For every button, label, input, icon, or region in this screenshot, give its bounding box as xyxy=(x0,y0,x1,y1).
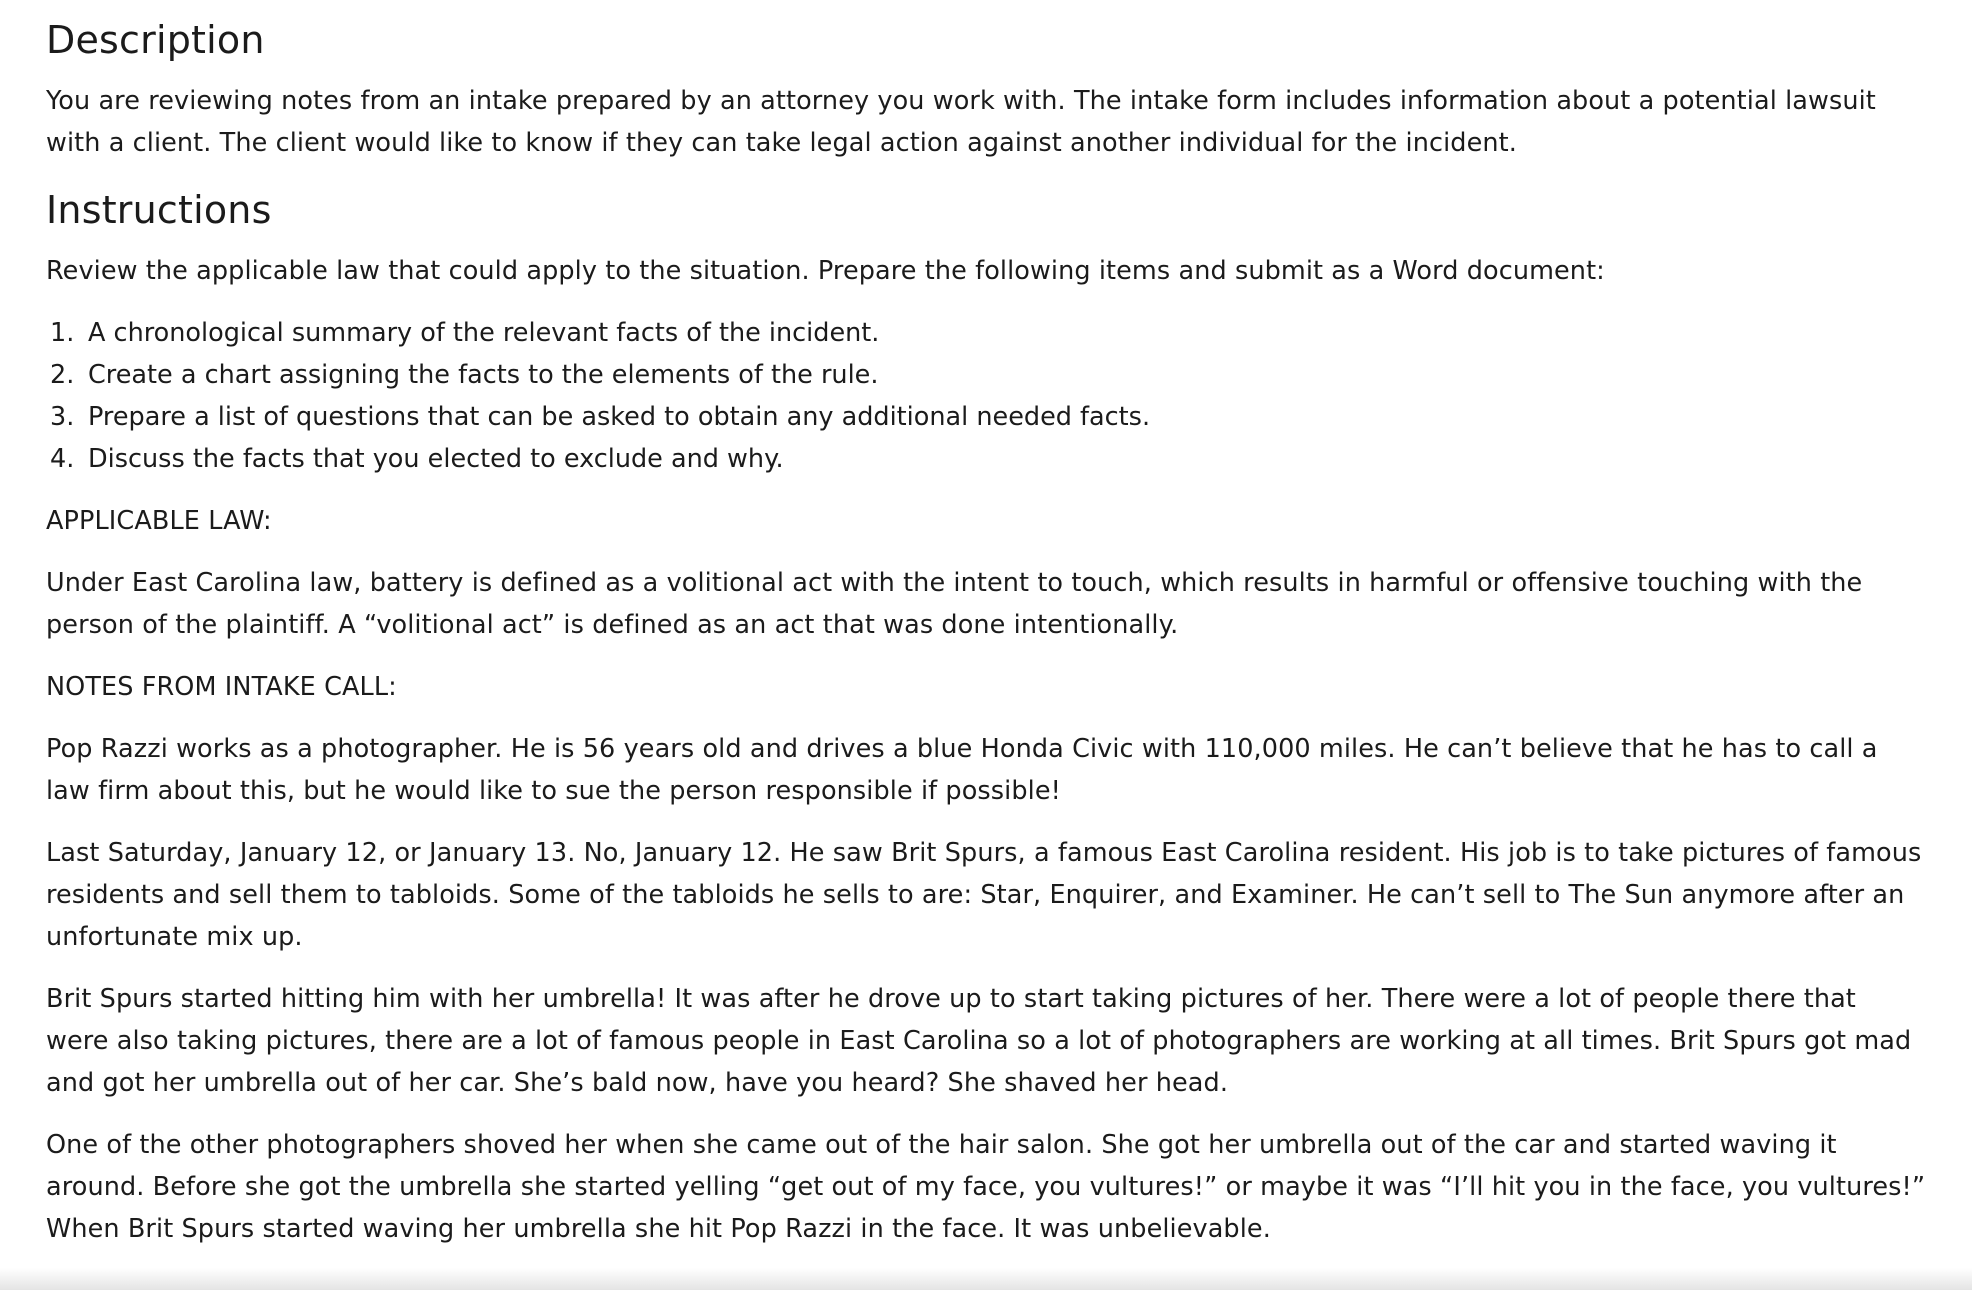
intake-note-paragraph: Last Saturday, January 12, or January 13. No, January 12. He saw Brit Spurs, a famous East Carolina resident. His job is to take pictures of famous residents and sell them to tabloids. Some of the tabloids he sells to are: Star, Enquirer, and Examiner. He can’t sell to The Sun anymore after an unfortunate mix up. xyxy=(46,838,1922,952)
assignment-content xyxy=(46,14,1926,1270)
intake-note-paragraph: Pop Razzi works as a photographer. He is 56 years old and drives a blue Honda Civic with 110,000 miles. He can’t believe that he has to call a law firm about this, but he would like to sue the person responsible if possible! xyxy=(46,734,1878,806)
list-item-text: Create a chart assigning the facts to the elements of the rule. xyxy=(88,360,879,390)
intake-note-paragraph: Brit Spurs started hitting him with her umbrella! It was after he drove up to start taking pictures of her. There were a lot of people there that were also taking pictures, there are a lot of famous people in East Carolina so a lot of photographers are working at all times. Brit Spurs got mad and got her umbrella out of her car. She’s bald now, have you heard? She shaved her head. xyxy=(46,984,1912,1098)
description-heading: Description xyxy=(46,18,265,62)
list-item xyxy=(46,312,1926,354)
list-item xyxy=(46,354,1926,396)
list-item-text: A chronological summary of the relevant facts of the incident. xyxy=(88,318,880,348)
list-item-number: 3. xyxy=(50,402,75,432)
list-item xyxy=(46,438,1926,480)
instructions-heading: Instructions xyxy=(46,188,272,232)
applicable-law-text: Under East Carolina law, battery is defined as a volitional act with the intent to touch, which results in harmful or offensive touching with the person of the plaintiff. A “volitional act” is defined as an act that was done intentionally. xyxy=(46,568,1863,640)
list-item-number: 4. xyxy=(50,444,75,474)
list-item-text: Discuss the facts that you elected to exclude and why. xyxy=(88,444,784,474)
scroll-fade-shadow xyxy=(0,1268,1972,1290)
list-item xyxy=(46,396,1926,438)
list-item-number: 1. xyxy=(50,318,75,348)
list-item-text: Prepare a list of questions that can be asked to obtain any additional needed facts. xyxy=(88,402,1151,432)
applicable-law-label: APPLICABLE LAW: xyxy=(46,506,272,536)
instructions-list xyxy=(46,312,1926,480)
intake-notes-label: NOTES FROM INTAKE CALL: xyxy=(46,672,397,702)
intake-note-paragraph: One of the other photographers shoved her when she came out of the hair salon. She got her umbrella out of the car and started waving it around. Before she got the umbrella she started yelling “get out of my face, you vultures!” or maybe it was “I’ll hit you in the face, you vultures!” When Brit Spurs started waving her umbrella she hit Pop Razzi in the face. It was unbelievable. xyxy=(46,1130,1926,1244)
description-paragraph: You are reviewing notes from an intake prepared by an attorney you work with. The intake form includes information about a potential lawsuit with a client. The client would like to know if they can take legal action against another individual for the incident. xyxy=(46,86,1876,158)
list-item-number: 2. xyxy=(50,360,75,390)
instructions-intro: Review the applicable law that could apply to the situation. Prepare the following items and submit as a Word document: xyxy=(46,256,1605,286)
